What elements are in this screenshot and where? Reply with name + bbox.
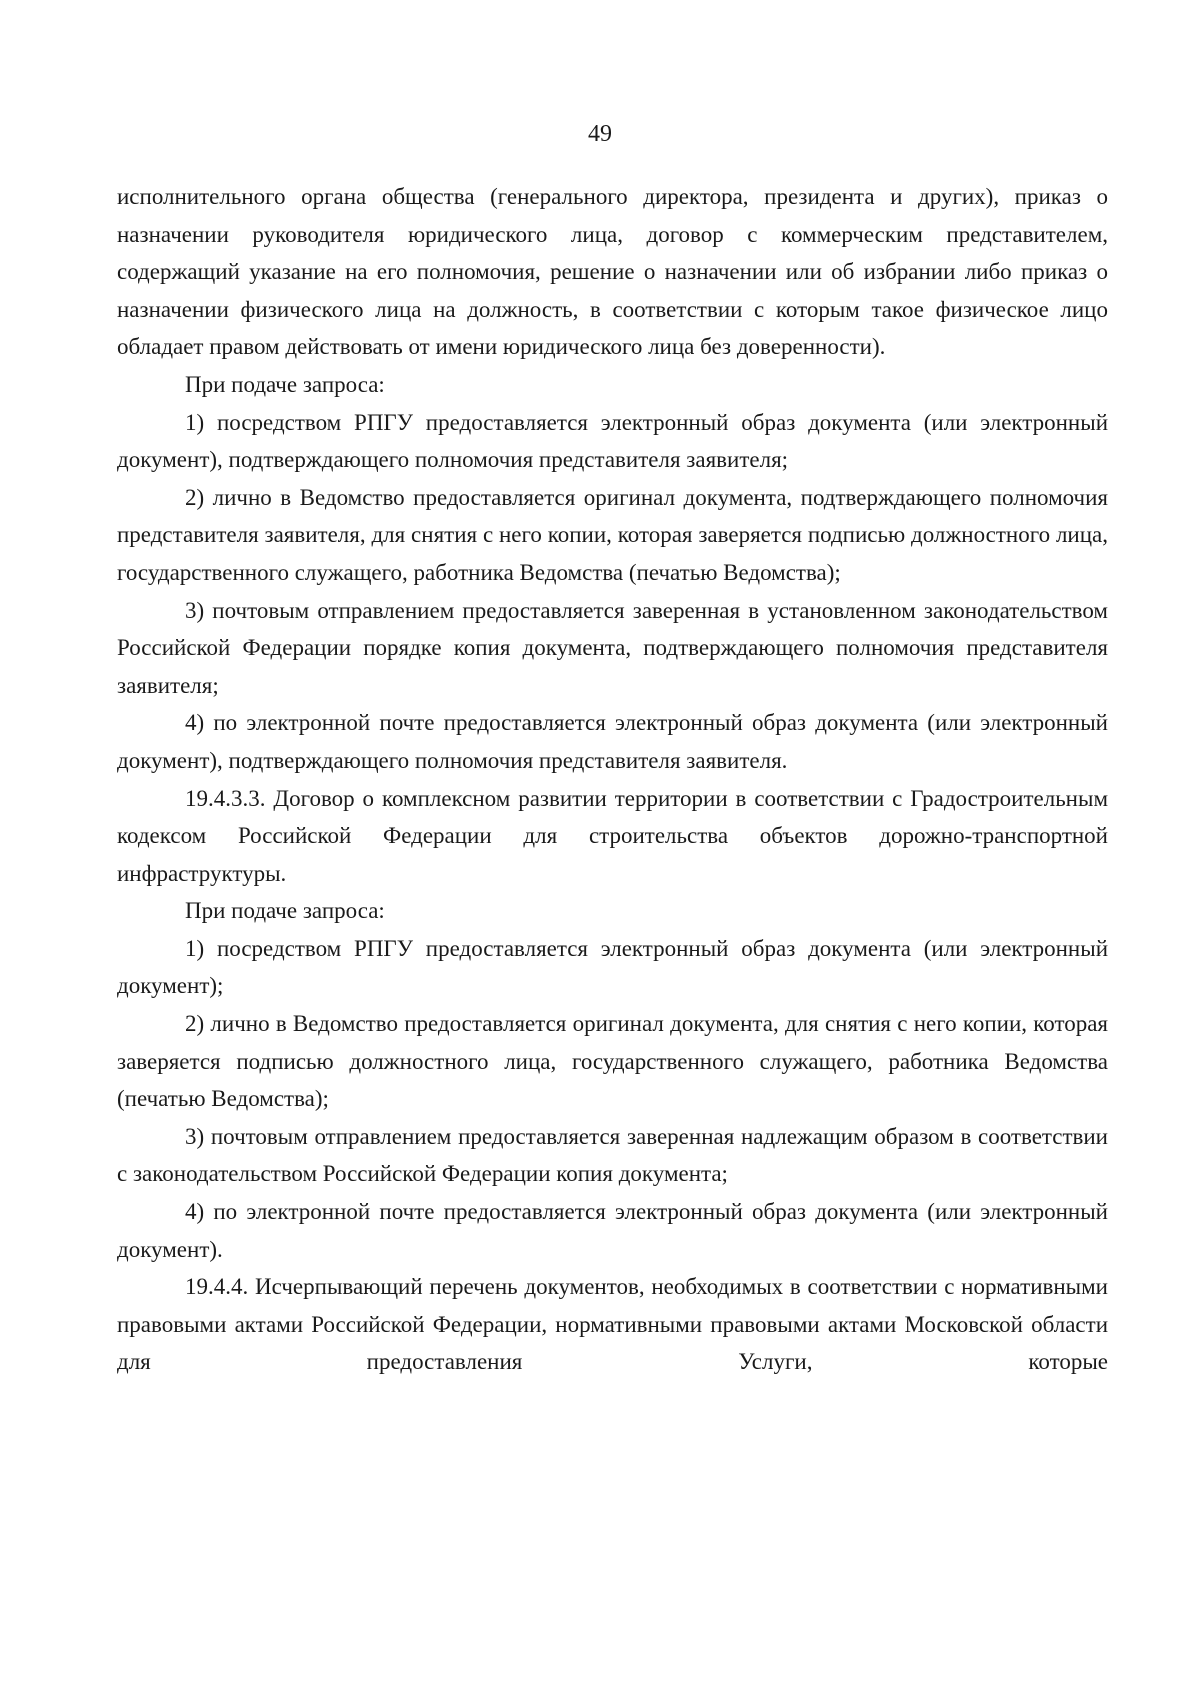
paragraph-section-19-4-4: 19.4.4. Исчерпывающий перечень документов, необходимых в соответствии с нормативными правовыми актами Российской Федерации, нормативными правовыми актами Московской области для предоставления Услуги, которые [117,1274,1108,1375]
paragraph-submission-intro: При подаче запроса: [185,371,385,397]
paragraph-submission-intro: При подаче запроса: [185,898,385,924]
page-number: 49 [588,121,612,147]
document-body [117,178,1108,1381]
paragraph-item-postal: 3) почтовым отправлением предоставляется заверенная в установленном законодательством Российской Федерации порядке копия документа, подтверждающего полномочия представителя заявителя; [117,597,1108,698]
paragraph-item-email: 4) по электронной почте предоставляется электронный образ документа (или электронный документ). [117,1199,1108,1262]
paragraph-continuation: исполнительного органа общества (генерального директора, президента и других), приказ о назначении руководителя юридического лица, договор с коммерческим представителем, содержащий указание на его полномочия, решение о назначении или об избрании либо приказ о назначении физического лица на должность, в соответствии с которым такое физическое лицо обладает правом действовать от имени юридического лица без доверенности). [117,184,1108,360]
paragraph-item-in-person: 2) лично в Ведомство предоставляется оригинал документа, для снятия с него копии, которая заверяется подписью должностного лица, государственного служащего, работника Ведомства (печатью Ведомства); [117,1011,1108,1112]
paragraph-item-in-person: 2) лично в Ведомство предоставляется оригинал документа, подтверждающего полномочия представителя заявителя, для снятия с него копии, которая заверяется подписью должностного лица, государственного служащего, работника Ведомства (печатью Ведомства); [117,484,1108,585]
paragraph-item-postal: 3) почтовым отправлением предоставляется заверенная надлежащим образом в соответствии с законодательством Российской Федерации копия документа; [117,1123,1108,1187]
paragraph-item-rpgu: 1) посредством РПГУ предоставляется электронный образ документа (или электронный документ); [117,935,1108,999]
paragraph-section-19-4-3-3: 19.4.3.3. Договор о комплексном развитии территории в соответствии с Градостроительным кодексом Российской Федерации для строительства объектов дорожно-транспортной инфраструктуры. [117,785,1108,886]
paragraph-item-rpgu: 1) посредством РПГУ предоставляется электронный образ документа (или электронный документ), подтверждающего полномочия представителя заявителя; [117,409,1108,473]
paragraph-item-email: 4) по электронной почте предоставляется электронный образ документа (или электронный документ), подтверждающего полномочия представителя заявителя. [117,710,1108,773]
